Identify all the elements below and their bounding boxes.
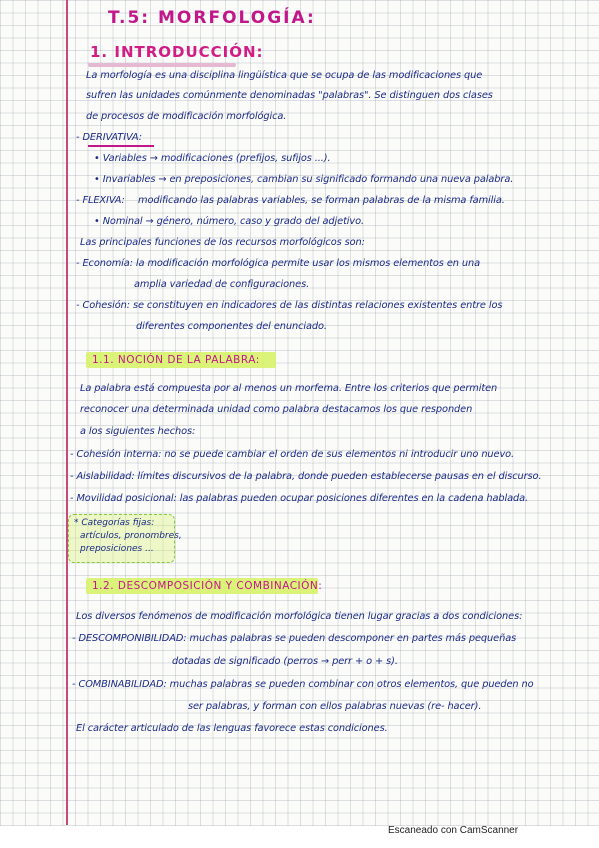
closing-line: El carácter articulado de las lenguas favorece estas condiciones. [76,723,388,734]
cohesion-line: diferentes componentes del enunciado. [136,321,327,332]
body-line: reconocer una determinada unidad como palabra destacamos los que responden [80,404,473,415]
body-line: La palabra está compuesta por al menos un morfema. Entre los criterios que permiten [80,383,498,394]
combinabilidad-line: - COMBINABILIDAD: muchas palabras se pueden combinar con otros elementos, que pueden no [72,679,534,690]
note-line: * Categorías fijas: [74,518,155,528]
section-heading-descomposicion: 1.2. DESCOMPOSICIÓN Y COMBINACIÓN: [92,580,323,592]
flexiva-item: • Nominal → género, número, caso y grado del adjetivo. [94,216,365,227]
criterion-line: - Aislabilidad: límites discursivos de la palabra, donde pueden establecerse pausas en el discurso. [70,471,542,482]
derivativa-label: - DERIVATIVA: [76,132,142,143]
note-line: artículos, pronombres, [80,531,182,541]
label-underline [88,145,154,147]
descomponibilidad-line: - DESCOMPONIBILIDAD: muchas palabras se pueden descomponer en partes más pequeñas [72,633,517,644]
derivativa-item: • Invariables → en preposiciones, cambian su significado formando una nueva palabra. [94,174,514,185]
page-title: T.5: MORFOLOGÍA: [108,8,316,28]
intro-line: de procesos de modificación morfológica. [86,111,287,122]
flexiva-label: - FLEXIVA: [76,195,125,206]
heading-underline [88,63,236,67]
note-line: preposiciones ... [80,544,154,554]
intro-line: sufren las unidades comúnmente denominadas "palabras". Se distinguen dos clases [86,90,493,101]
descomponibilidad-line: dotadas de significado (perros → perr + o + s). [172,656,398,667]
intro-line: La morfología es una disciplina lingüística que se ocupa de las modificaciones que [86,70,483,81]
derivativa-item: • Variables → modificaciones (prefijos, sufijos ...). [94,153,331,164]
section-heading-nocion: 1.1. NOCIÓN DE LA PALABRA: [92,354,260,366]
scan-caption: Escaneado con CamScanner [388,825,519,836]
cohesion-line: - Cohesión: se constituyen en indicadores de las distintas relaciones existentes entre los [76,300,503,311]
body-line: Los diversos fenómenos de modificación morfológica tienen lugar gracias a dos condiciones: [76,611,523,622]
margin-line [66,0,68,825]
economia-line: - Economía: la modificación morfológica permite usar los mismos elementos en una [76,258,481,269]
body-line: a los siguientes hechos: [80,426,196,437]
section-heading-introduccion: 1. INTRODUCCIÓN: [90,43,264,61]
economia-line: amplia variedad de configuraciones. [134,279,310,290]
funciones-intro: Las principales funciones de los recursos morfológicos son: [80,237,365,248]
combinabilidad-line: ser palabras, y forman con ellos palabras nuevas (re- hacer). [188,701,482,712]
criterion-line: - Cohesión interna: no se puede cambiar el orden de sus elementos ni introducir uno nuevo. [70,449,515,460]
flexiva-text: modificando las palabras variables, se forman palabras de la misma familia. [138,195,505,206]
criterion-line: - Movilidad posicional: las palabras pueden ocupar posiciones diferentes en la cadena hablada. [70,493,529,504]
